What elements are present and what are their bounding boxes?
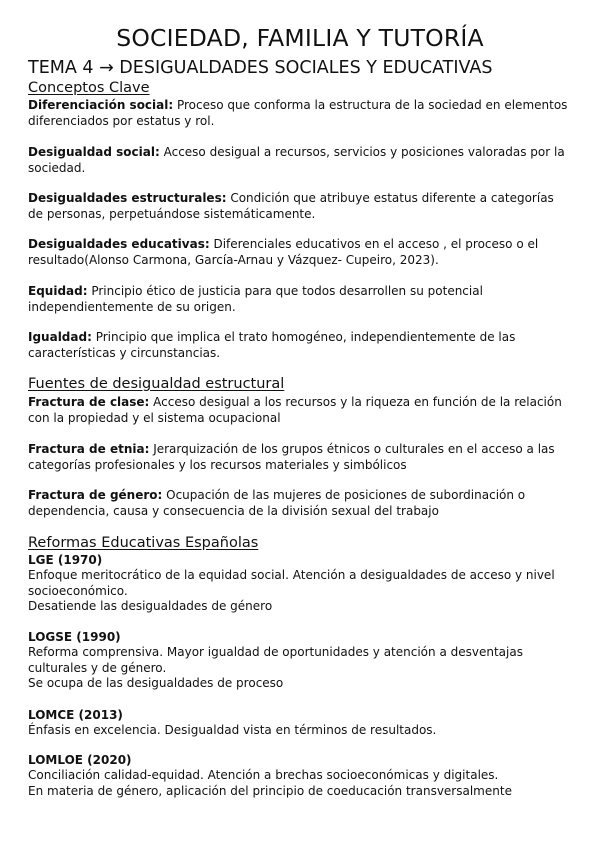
reform-line: Desatiende las desigualdades de género xyxy=(28,599,273,613)
concept-definition: Principio ético de justicia para que todos desarrollen su potencial independientemente de su origen. xyxy=(28,284,483,314)
concept-item xyxy=(28,284,568,315)
concept-definition: Diferenciales educativos en el acceso , el proceso o el resultado(Alonso Carmona, García-Arnau y Vázquez- Cupeiro, 2023). xyxy=(28,237,539,267)
concept-item xyxy=(28,98,568,129)
concept-definition: Acceso desigual a recursos, servicios y posiciones valoradas por la sociedad. xyxy=(28,145,565,175)
topic-subtitle: TEMA 4 → DESIGUALDADES SOCIALES Y EDUCATIVAS xyxy=(28,58,493,78)
reform-line: Conciliación calidad-equidad. Atención a brechas socioeconómicas y digitales. xyxy=(28,768,499,782)
concept-item xyxy=(28,191,568,222)
reform-item xyxy=(28,553,568,615)
source-definition: Ocupación de las mujeres de posiciones de subordinación o dependencia, causa y consecuencia de la división sexual del trabajo xyxy=(28,488,526,518)
reform-title: LOMCE (2013) xyxy=(28,708,123,722)
source-term: Fractura de etnia: xyxy=(28,442,150,456)
reform-line: Enfoque meritocrático de la equidad social. Atención a desigualdades de acceso y nivel socioeconómico. xyxy=(28,568,555,598)
source-item xyxy=(28,488,568,519)
source-definition: Acceso desigual a los recursos y la riqueza en función de la relación con la propiedad y el sistema ocupacional xyxy=(28,395,562,425)
source-term: Fractura de clase: xyxy=(28,395,150,409)
concept-item xyxy=(28,237,568,268)
concept-definition: Condición que atribuye estatus diferente a categorías de personas, perpetuándose sistemáticamente. xyxy=(28,191,554,221)
reforms-heading: Reformas Educativas Españolas xyxy=(28,535,259,551)
page-title: SOCIEDAD, FAMILIA Y TUTORÍA xyxy=(116,24,484,52)
concept-definition: Proceso que conforma la estructura de la sociedad en elementos diferenciados por estatus y rol. xyxy=(28,98,568,128)
reform-line: En materia de género, aplicación del principio de coeducación transversalmente xyxy=(28,783,512,798)
sources-heading: Fuentes de desigualdad estructural xyxy=(28,376,285,392)
reform-title: LOGSE (1990) xyxy=(28,630,121,644)
concept-term: Equidad: xyxy=(28,284,88,298)
concept-item xyxy=(28,145,568,176)
source-definition: Jerarquización de los grupos étnicos o culturales en el acceso a las categorías profesionales y los recursos materiales y simbólicos xyxy=(28,442,555,472)
source-term: Fractura de género: xyxy=(28,488,163,502)
reform-line: Énfasis en excelencia. Desigualdad vista en términos de resultados. xyxy=(28,723,437,737)
concept-term: Diferenciación social: xyxy=(28,98,174,112)
concept-term: Desigualdad social: xyxy=(28,145,160,159)
concept-term: Desigualdades educativas: xyxy=(28,237,210,251)
reform-item xyxy=(28,630,568,692)
source-item xyxy=(28,395,568,426)
reform-line: Reforma comprensiva. Mayor igualdad de oportunidades y atención a desventajas culturales y de género. xyxy=(28,645,523,675)
concept-term: Desigualdades estructurales: xyxy=(28,191,227,205)
concept-item xyxy=(28,330,568,361)
reform-item xyxy=(28,708,568,739)
source-item xyxy=(28,442,568,473)
concept-definition: Principio que implica el trato homogéneo, independientemente de las características y circunstancias. xyxy=(28,330,516,360)
reform-item xyxy=(28,753,568,799)
concepts-heading: Conceptos Clave xyxy=(28,80,150,96)
concept-term: Igualdad: xyxy=(28,330,92,344)
reform-title: LGE (1970) xyxy=(28,553,103,567)
reform-title: LOMLOE (2020) xyxy=(28,753,132,767)
reform-line: Se ocupa de las desigualdades de proceso xyxy=(28,676,284,690)
